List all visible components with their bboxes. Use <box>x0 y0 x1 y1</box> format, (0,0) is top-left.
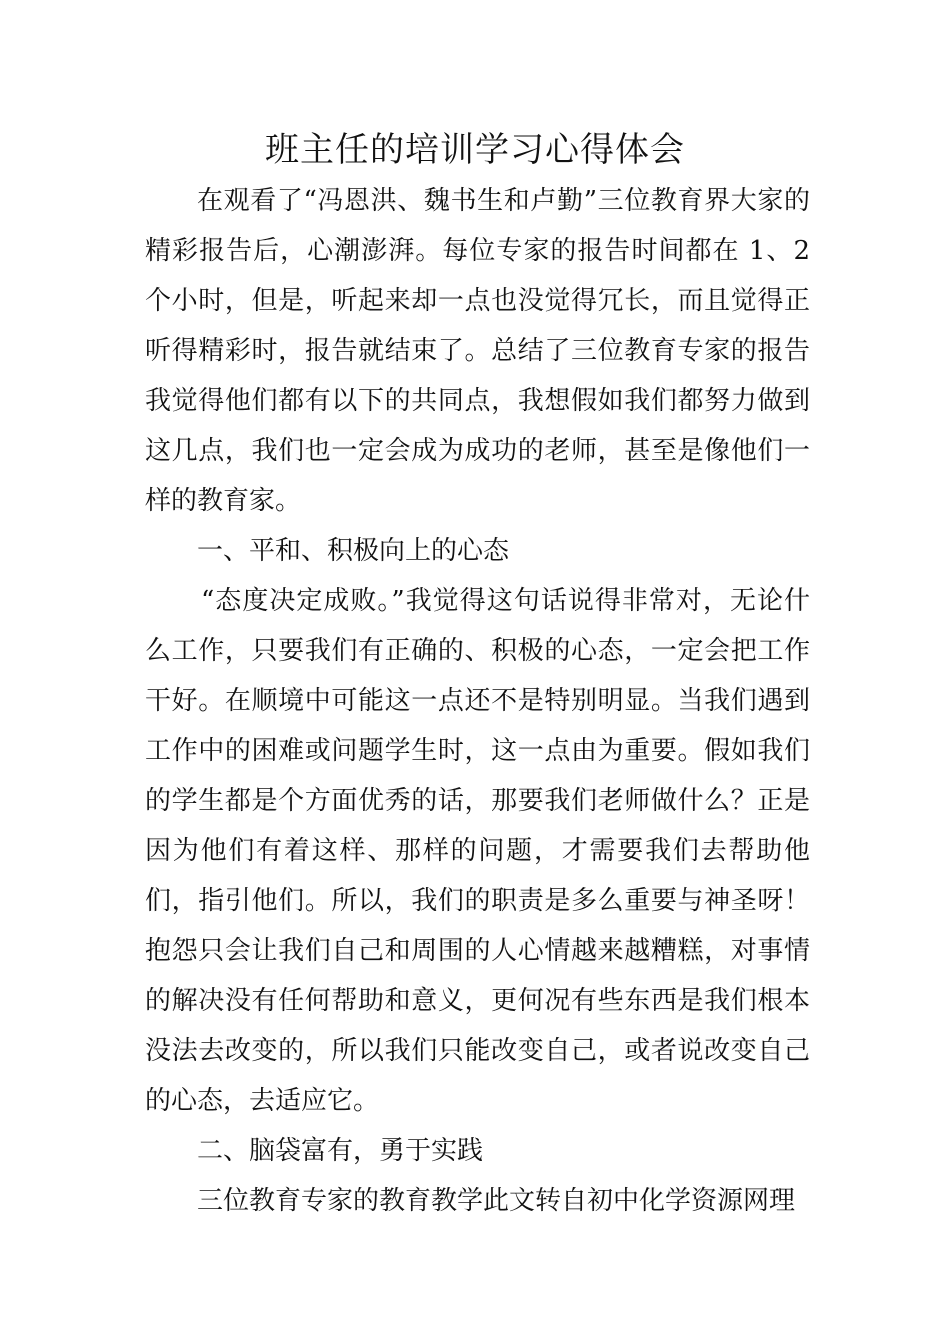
paragraph-intro: 在观看了“冯恩洪、魏书生和卢勤”三位教育界大家的精彩报告后，心潮澎湃。每位专家的报告时间都在 1、2 个小时，但是，听起来却一点也没觉得冗长，而且觉得正听得精彩时，报告就结束了。总结了三位教育专家的报告我觉得他们都有以下的共同点，我想假如我们都努力做到这几点，我们也一定会成为成功的老师，甚至是像他们一样的教育家。 <box>145 186 810 516</box>
paragraph-practice: 三位教育专家的教育教学此文转自初中化学资源网理 <box>197 1186 796 1216</box>
section-heading-2: 二、脑袋富有，勇于实践 <box>197 1136 484 1166</box>
paragraph-attitude: “态度决定成败。”我觉得这句话说得非常对，无论什么工作，只要我们有正确的、积极的心态，一定会把工作干好。在顺境中可能这一点还不是特别明显。当我们遇到工作中的困难或问题学生时，这一点由为重要。假如我们的学生都是个方面优秀的话，那要我们老师做什么？正是因为他们有着这样、那样的问题，才需要我们去帮助他们，指引他们。所以，我们的职责是多么重要与神圣呀！抱怨只会让我们自己和周围的人心情越来越糟糕，对事情的解决没有任何帮助和意义，更何况有些东西是我们根本没法去改变的，所以我们只能改变自己，或者说改变自己的心态，去适应它。 <box>145 586 810 1116</box>
document-body <box>145 176 810 1226</box>
section-heading-1: 一、平和、积极向上的心态 <box>197 536 510 566</box>
document-title: 班主任的培训学习心得体会 <box>265 130 685 170</box>
